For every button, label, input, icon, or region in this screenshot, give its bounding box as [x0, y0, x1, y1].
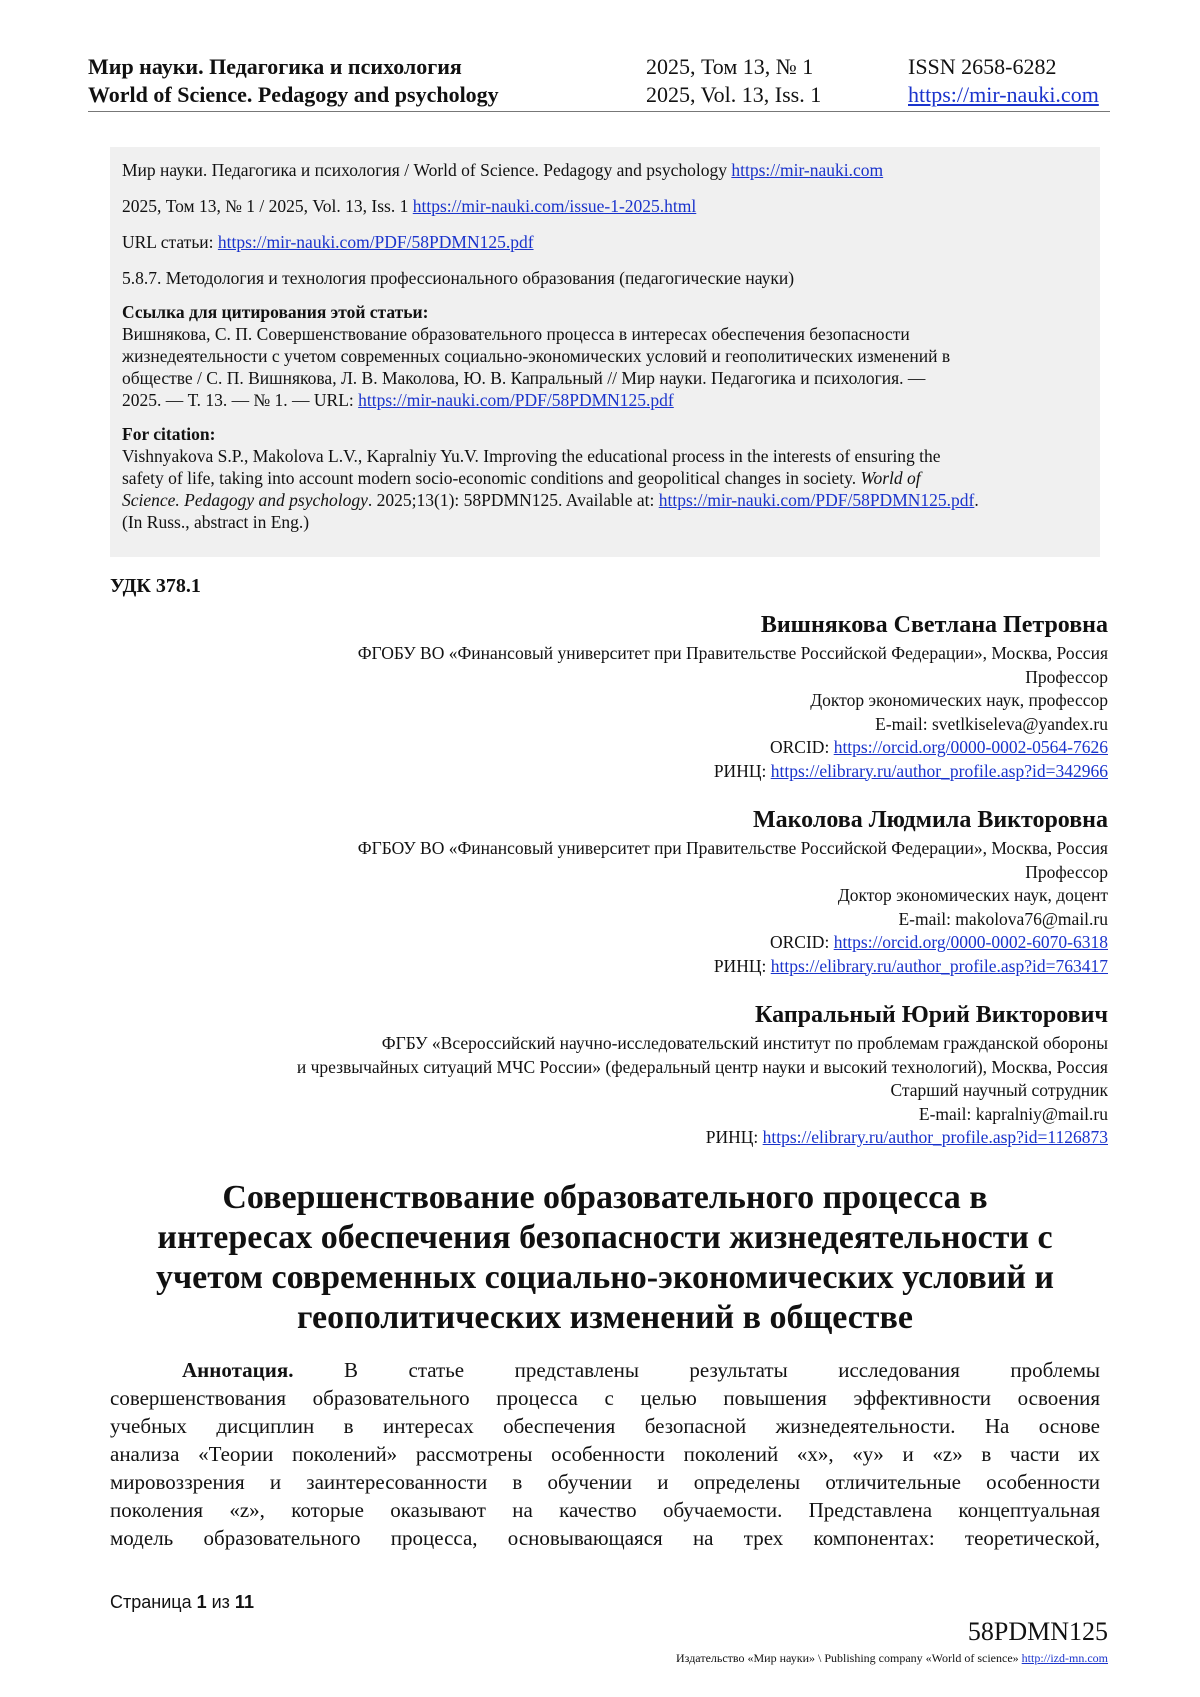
author-email: E-mail: kapralniy@mail.ru	[918, 1103, 1108, 1124]
author-name: Вишнякова Светлана Петровна	[760, 612, 1108, 638]
author-email: E-mail: makolova76@mail.ru	[898, 908, 1108, 929]
volume-en: 2025, Vol. 13, Iss. 1	[646, 82, 822, 107]
article-code: 58PDMN125	[967, 1617, 1108, 1646]
publisher-line: Издательство «Мир науки» \ Publishing company «World of science» http://izd-mn.com	[676, 1651, 1108, 1665]
author-block-3	[297, 1000, 1108, 1150]
citation-en-label: For citation:	[122, 424, 216, 444]
orcid-link[interactable]: https://orcid.org/0000-0002-0564-7626	[833, 737, 1108, 757]
author-affiliation: ФГОБУ ВО «Финансовый университет при Правительстве Российской Федерации», Москва, Россия	[357, 643, 1108, 663]
rinc-link[interactable]: https://elibrary.ru/author_profile.asp?id=342966	[770, 760, 1108, 781]
author-degree: Доктор экономических наук, доцент	[837, 885, 1108, 905]
citation-ru-link[interactable]: https://mir-nauki.com/PDF/58PDMN125.pdf	[358, 390, 674, 410]
author-affiliation: ФГБУ «Всероссийский научно-исследовательский институт по проблемам гражданской обороны	[381, 1033, 1108, 1053]
volume-ru: 2025, Том 13, № 1	[646, 54, 814, 79]
journal-title-ru: Мир науки. Педагогика и психология	[88, 54, 462, 79]
author-email: E-mail: svetlkiseleva@yandex.ru	[875, 713, 1108, 734]
info-issue-line: 2025, Том 13, № 1 / 2025, Vol. 13, Iss. 1 https://mir-nauki.com/issue-1-2025.html	[122, 196, 697, 216]
citation-ru: Ссылка для цитирования этой статьи: Вишнякова, С. П. Совершенствование образовательного процесса в интересах обеспечения безопасности жизнедеятельности с учетом современных социально-экономических условий и геополитических изменений в обществе / С. П. Вишнякова, Л. В. Маколова, Ю. В. Капральный // Мир науки. Педагогика и психология. — 2025. — Т. 13. — № 1. — URL: https://mir-nauki.com/PDF/58PDMN125.pdf	[122, 302, 951, 410]
abstract-label: Аннотация.	[182, 1358, 294, 1382]
abstract-line: совершенствования образовательного процесса с целью повышения эффективности освоения	[110, 1386, 1100, 1410]
author-name: Маколова Людмила Викторовна	[753, 807, 1108, 833]
abstract-line: мировоззрения и заинтересованности в обучении и определены отличительные особенности	[110, 1470, 1100, 1494]
author-orcid: ORCID: https://orcid.org/0000-0002-6070-6318	[770, 932, 1108, 952]
author-affiliation: ФГБОУ ВО «Финансовый университет при Правительстве Российской Федерации», Москва, Россия	[357, 838, 1108, 858]
journal-site-link[interactable]: https://mir-nauki.com	[908, 82, 1099, 107]
citation-en: For citation: Vishnyakova S.P., Makolova L.V., Kapralniy Yu.V. Improving the educational process in the interests of ensuring the safety of life, taking into account modern socio-economic conditions and geopolitical changes in society. World of Science. Pedagogy and psychology. 2025;13(1): 58PDMN125. Available at: https://mir-nauki.com/PDF/58PDMN125.pdf. (In Russ., abstract in Eng.)	[122, 424, 979, 532]
info-article-link[interactable]: https://mir-nauki.com/PDF/58PDMN125.pdf	[217, 232, 534, 252]
citation-ru-label: Ссылка для цитирования этой статьи:	[122, 302, 429, 322]
author-position: Профессор	[1025, 861, 1108, 882]
article-info-box	[110, 147, 1100, 557]
info-url-line: URL статьи: https://mir-nauki.com/PDF/58PDMN125.pdf	[122, 232, 534, 252]
abstract-line: учебных дисциплин в интересах обеспечения безопасной жизнедеятельности. На основе	[110, 1414, 1100, 1438]
abstract-line: анализа «Теории поколений» рассмотрены особенности поколений «x», «y» и «z» в части их	[110, 1442, 1100, 1466]
author-position: Профессор	[1025, 666, 1108, 687]
page-number: Страница 1 из 11	[110, 1592, 254, 1612]
journal-title-en: World of Science. Pedagogy and psychology	[88, 82, 499, 107]
abstract-line: Аннотация. В статье представлены результаты исследования проблемы	[182, 1358, 1100, 1382]
author-block-2	[358, 805, 1108, 978]
citation-en-link[interactable]: https://mir-nauki.com/PDF/58PDMN125.pdf	[658, 490, 975, 510]
author-degree: Доктор экономических наук, профессор	[810, 690, 1108, 710]
abstract-line: поколения «z», которые оказывают на качество обучаемости. Представлена концептуальная	[110, 1498, 1100, 1522]
orcid-link[interactable]: https://orcid.org/0000-0002-6070-6318	[833, 932, 1108, 952]
article-title: Совершенствование образовательного процесса в интересах обеспечения безопасности жизнедеятельности с учетом современных социально-экономических условий и геополитических изменений в обществе	[155, 1179, 1055, 1336]
author-orcid: ORCID: https://orcid.org/0000-0002-0564-7626	[770, 737, 1108, 757]
author-affiliation-cont: и чрезвычайных ситуаций МЧС России» (федеральный центр науки и высокий технологий), Москва, Россия	[296, 1056, 1108, 1077]
rinc-link[interactable]: https://elibrary.ru/author_profile.asp?id=763417	[770, 955, 1108, 976]
info-issue-link[interactable]: https://mir-nauki.com/issue-1-2025.html	[412, 196, 697, 216]
journal-header	[88, 53, 1110, 112]
author-rinc: РИНЦ: https://elibrary.ru/author_profile.asp?id=1126873	[705, 1127, 1108, 1147]
info-specialty: 5.8.7. Методология и технология профессионального образования (педагогические науки)	[122, 268, 795, 288]
udk-code: УДК 378.1	[110, 575, 201, 597]
author-block-1	[358, 610, 1108, 783]
abstract-line: модель образовательного процесса, основывающаяся на трех компонентах: теоретической,	[110, 1526, 1100, 1550]
abstract	[110, 1356, 1100, 1552]
author-position: Старший научный сотрудник	[890, 1080, 1108, 1100]
rinc-link[interactable]: https://elibrary.ru/author_profile.asp?id=1126873	[762, 1127, 1108, 1147]
info-journal-line: Мир науки. Педагогика и психология / World of Science. Pedagogy and psychology https://mir-nauki.com	[122, 160, 884, 180]
publisher-link[interactable]: http://izd-mn.com	[1021, 1651, 1108, 1665]
issn: ISSN 2658-6282	[908, 54, 1057, 79]
info-journal-link[interactable]: https://mir-nauki.com	[731, 160, 884, 180]
author-rinc: РИНЦ: https://elibrary.ru/author_profile.asp?id=763417	[713, 955, 1108, 976]
author-rinc: РИНЦ: https://elibrary.ru/author_profile.asp?id=342966	[713, 760, 1108, 781]
author-name: Капральный Юрий Викторович	[755, 1002, 1108, 1028]
